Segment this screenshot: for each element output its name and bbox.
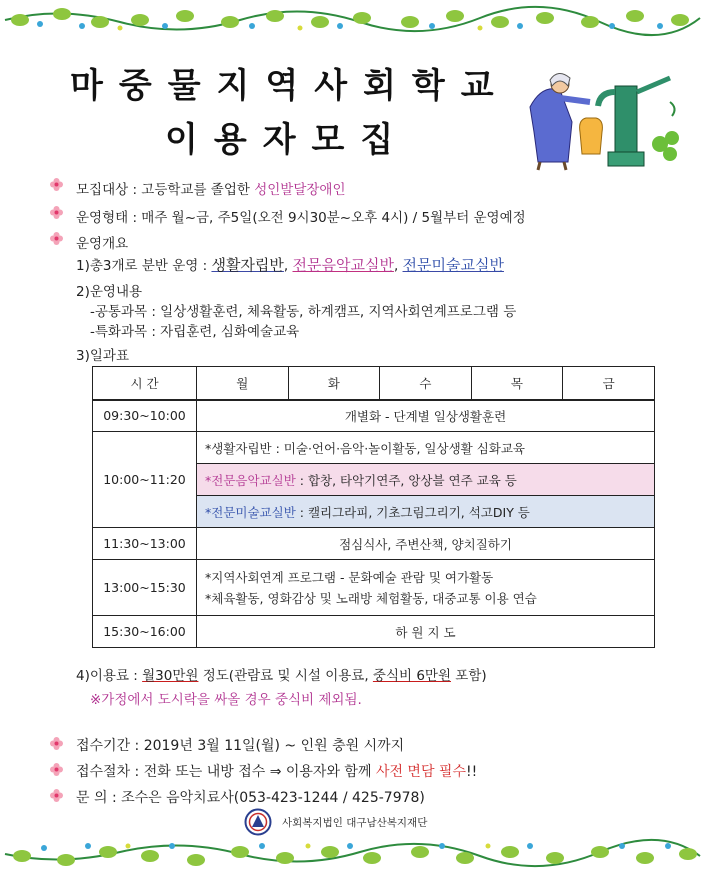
top-garland-decoration bbox=[0, 2, 705, 38]
target-highlight: 성인발달장애인 bbox=[254, 182, 346, 198]
flower-bullet-icon bbox=[50, 206, 63, 219]
table-row bbox=[93, 400, 655, 432]
time-cell: 10:00~11:20 bbox=[93, 432, 197, 528]
activity-cell: 점심식사, 주변산책, 양치질하기 bbox=[197, 528, 655, 560]
table-header-row bbox=[93, 367, 655, 400]
table-row bbox=[93, 616, 655, 648]
flower-bullet-icon bbox=[50, 737, 63, 750]
header-tue: 화 bbox=[288, 367, 380, 400]
activity-cell-art: *전문미술교실반 : 캘리그라피, 기초그림그리기, 석고DIY 등 bbox=[197, 496, 655, 528]
title-line-2: 이용자모집 bbox=[165, 120, 410, 160]
overview-item-2: 2)운영내용 bbox=[76, 284, 143, 300]
fee-line: 4)이용료 : 월30만원 정도(관람료 및 시설 이용료, 중식비 6만원 포함) bbox=[76, 668, 487, 684]
activity-cell: 개별화 - 단계별 일상생활훈련 bbox=[197, 400, 655, 432]
interview-required: 사전 면담 필수 bbox=[375, 764, 466, 780]
activity-cell-life-skills: *생활자립반 : 미술·언어·음악·놀이활동, 일상생활 심화교육 bbox=[197, 432, 655, 464]
activity-cell-music: *전문음악교실반 : 합창, 타악기연주, 앙상블 연주 교육 등 bbox=[197, 464, 655, 496]
title-line-1: 마중물지역사회학교 bbox=[70, 66, 510, 106]
table-row bbox=[93, 528, 655, 560]
daily-schedule-table bbox=[92, 366, 655, 648]
activity-cell: *지역사회연계 프로그램 - 문화예술 관람 및 여가활동 *체육활동, 영화감상 및 노래방 체험활동, 대중교통 이용 연습 bbox=[197, 560, 655, 616]
flower-bullet-icon bbox=[50, 232, 63, 245]
time-cell: 15:30~16:00 bbox=[93, 616, 197, 648]
flower-bullet-icon bbox=[50, 763, 63, 776]
fee-amount: 월30만원 bbox=[142, 668, 199, 684]
fee-note: ※가정에서 도시락을 싸올 경우 중식비 제외됨. bbox=[90, 692, 362, 708]
class-music: 전문음악교실반 bbox=[292, 256, 394, 274]
recruit-target: 모집대상 : 고등학교를 졸업한 성인발달장애인 bbox=[76, 182, 346, 198]
time-cell: 09:30~10:00 bbox=[93, 400, 197, 432]
time-cell: 11:30~13:00 bbox=[93, 528, 197, 560]
flower-bullet-icon bbox=[50, 789, 63, 802]
flower-bullet-icon bbox=[50, 178, 63, 191]
overview-item-1: 1)총3개로 분반 운영 : 생활자립반, 전문음악교실반, 전문미술교실반 bbox=[76, 256, 504, 274]
contact-info: 문 의 : 조수은 음악치료사(053-423-1244 / 425-7978) bbox=[76, 790, 425, 806]
class-art: 전문미술교실반 bbox=[402, 256, 504, 274]
meal-fee: 중식비 6만원 bbox=[372, 668, 451, 684]
header-wed: 수 bbox=[380, 367, 472, 400]
activity-cell: 하 원 지 도 bbox=[197, 616, 655, 648]
table-row bbox=[93, 432, 655, 464]
apply-period: 접수기간 : 2019년 3월 11일(월) ~ 인원 충원 시까지 bbox=[76, 738, 405, 754]
operation-type: 운영형태 : 매주 월~금, 주5일(오전 9시30분~오후 4시) / 5월부터 운영예정 bbox=[76, 210, 526, 226]
foundation-logo-icon bbox=[244, 808, 272, 836]
common-subjects: -공통과목 : 일상생활훈련, 체육활동, 하계캠프, 지역사회연계프로그램 등 bbox=[90, 304, 517, 320]
header-time: 시 간 bbox=[93, 367, 197, 400]
header-mon: 월 bbox=[197, 367, 289, 400]
water-pump-illustration bbox=[520, 62, 690, 172]
class-life-skills: 생활자립반 bbox=[211, 256, 284, 274]
overview-item-3: 3)일과표 bbox=[76, 348, 129, 364]
foundation-name: 사회복지법인 대구남산복지재단 bbox=[282, 817, 428, 829]
overview-label: 운영개요 bbox=[76, 236, 129, 252]
special-subjects: -특화과목 : 자립훈련, 심화예술교육 bbox=[90, 324, 300, 340]
bottom-garland-decoration bbox=[0, 836, 705, 872]
time-cell: 13:00~15:30 bbox=[93, 560, 197, 616]
header-fri: 금 bbox=[563, 367, 655, 400]
table-row bbox=[93, 560, 655, 616]
apply-procedure: 접수절차 : 전화 또는 내방 접수 ⇒ 이용자와 함께 사전 면담 필수!! bbox=[76, 764, 478, 780]
header-thu: 목 bbox=[471, 367, 563, 400]
